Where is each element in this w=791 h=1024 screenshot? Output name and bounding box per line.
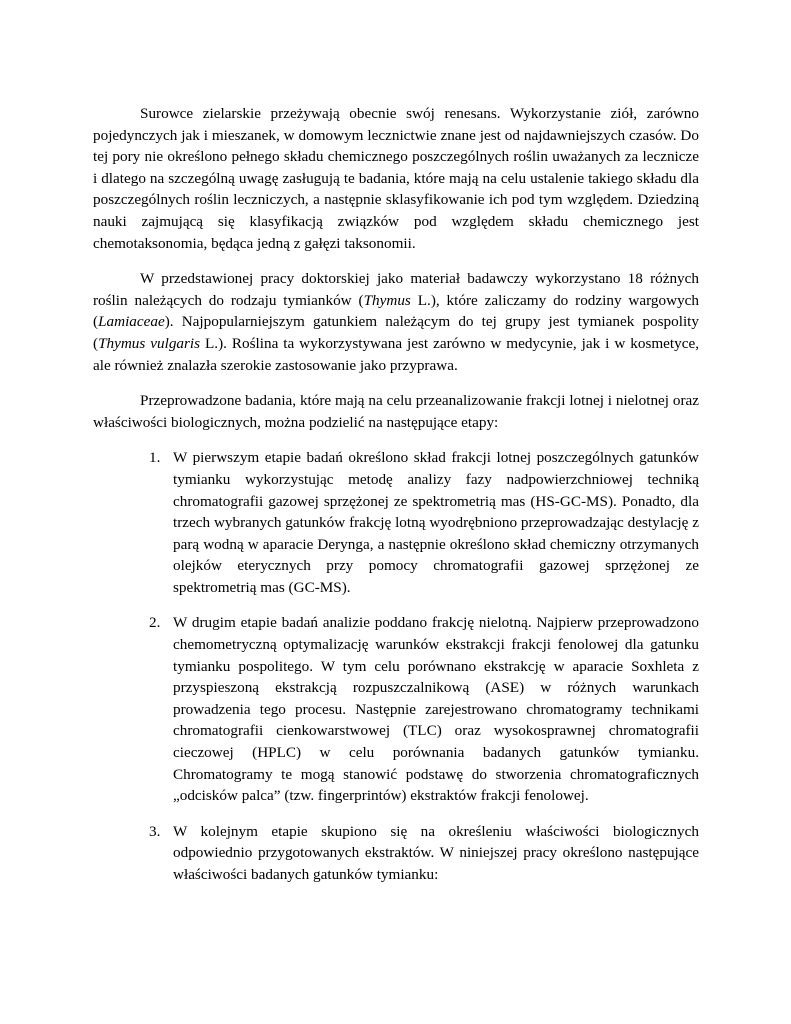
paragraph-3: Przeprowadzone badania, które mają na celu przeanalizowanie frakcji lotnej i nielotnej oraz właściwości biologicznych, można podzielić na następujące etapy: xyxy=(93,392,699,431)
list-item xyxy=(149,821,699,886)
list-number: 3. xyxy=(149,822,161,840)
genus-name: Thymus xyxy=(363,291,411,309)
paragraph-2 xyxy=(93,268,699,376)
paragraph-1: Surowce zielarskie przeżywają obecnie swój renesans. Wykorzystanie ziół, zarówno pojedynczych jak i mieszanek, w domowym lecznictwie znane jest od najdawniejszych czasów. Do tej pory nie określono pełnego składu chemicznego poszczególnych roślin uważanych za lecznicze i dlatego na szczególną uwagę zasługują te badania, które mają na celu ustalenie takiego składu dla poszczególnych roślin leczniczych, a następnie sklasyfikowanie ich pod tym względem. Dziedziną nauki zajmującą się klasyfikacją związków pod względem składu chemicznego jest chemotaksonomia, będąca jedną z gałęzi taksonomii. xyxy=(93,105,699,252)
list-number: 1. xyxy=(149,449,161,467)
list-text: W pierwszym etapie badań określono skład frakcji lotnej poszczególnych gatunków tymianku wykorzystując metodę analizy fazy nadpowierzchniowej techniką chromatografii gazowej sprzężonej ze spektrometrią mas (HS-GC-MS). Ponadto, dla trzech wybranych gatunków frakcję lotną wyodrębniono przeprowadzając destylację z parą wodną w aparacie Derynga, a następnie określono skład chemiczny otrzymanych olejków eterycznych przy pomocy chromatografii gazowej sprzężonej ze spektrometrią mas (GC-MS). xyxy=(173,449,699,596)
document-body xyxy=(93,103,699,900)
list-text: W drugim etapie badań analizie poddano frakcję nielotną. Najpierw przeprowadzono chemometryczną optymalizację warunków ekstrakcji frakcji fenolowej dla gatunku tymianku pospolitego. W tym celu porównano ekstrakcję w aparacie Soxhleta z przyspieszoną ekstrakcją rozpuszczalnikową (ASE) w różnych warunkach prowadzenia tego procesu. Następnie zarejestrowano chromatogramy technikami chromatografii cienkowarstwowej (TLC) oraz wysokosprawnej chromatografii cieczowej (HPLC) w celu porównania badanych gatunków tymianku. Chromatogramy te mogą stanowić podstawę do stworzenia chromatograficznych „odcisków palca” (tzw. fingerprintów) ekstraktów frakcji fenolowej. xyxy=(173,614,699,805)
paragraph-2-text: L.), które zaliczamy do rodziny wargowych ( xyxy=(93,291,700,331)
list-item xyxy=(149,612,699,806)
family-name: Lamiaceae xyxy=(98,313,165,331)
species-name: Thymus vulgaris xyxy=(98,334,201,352)
list-number: 2. xyxy=(149,614,161,632)
paragraph-2-text: L.). Roślina ta wykorzystywana jest zarówno w medycynie, jak i w kosmetyce, ale również znalazła szerokie zastosowanie jako przyprawa. xyxy=(93,334,699,374)
list-text: W kolejnym etapie skupiono się na określeniu właściwości biologicznych odpowiednio przygotowanych ekstraktów. W niniejszej pracy określono następujące właściwości badanych gatunków tymianku: xyxy=(173,822,699,883)
paragraph-2-text: W przedstawionej pracy doktorskiej jako materiał badawczy wykorzystano 18 różnych roślin należących do rodzaju tymianków ( xyxy=(93,270,699,309)
list-item xyxy=(149,447,699,598)
paragraph-2-text: ). Najpopularniejszym gatunkiem należącym do tej grupy jest tymianek pospolity ( xyxy=(93,313,699,352)
stages-list xyxy=(93,447,699,885)
